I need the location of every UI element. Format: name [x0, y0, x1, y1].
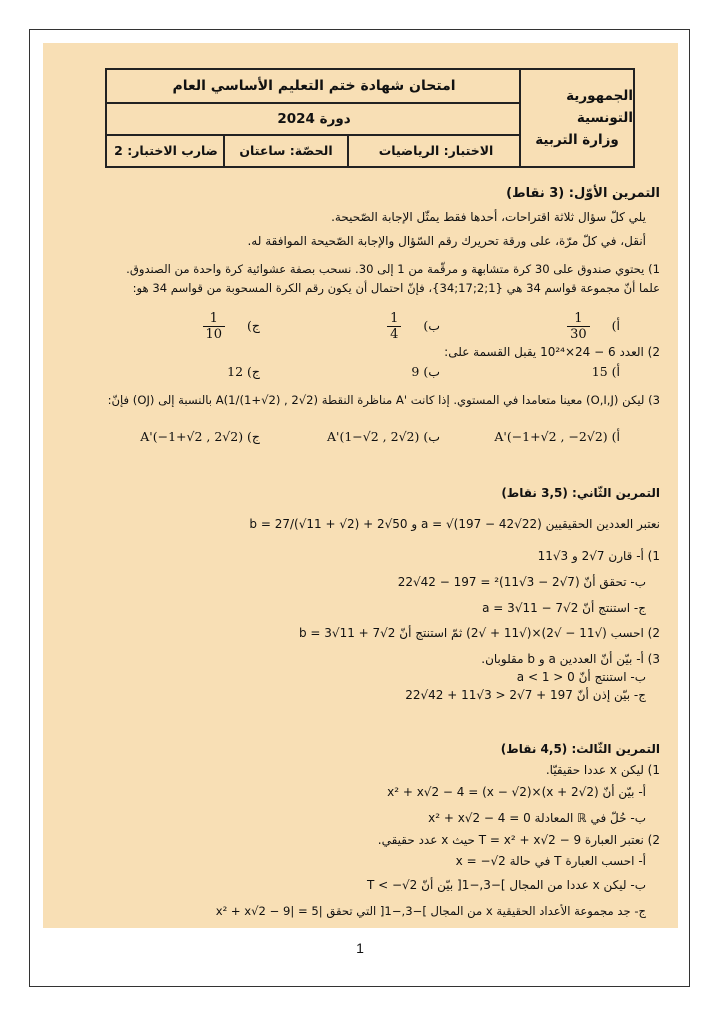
ex3-q2: 2) نعتبر العبارة T = x² + x√2 − 9 حيث x عدد حقيقي.: [377, 833, 660, 847]
ex3-q1b: ب- حُلّ في ℝ المعادلة x² + x√2 − 4 = 0: [428, 811, 646, 825]
ex1-intro-2: أنقل، في كلّ مرّة، على ورقة تحريرك رقم السّؤال والإجابة الصّحيحة الموافقة له.: [247, 234, 646, 248]
option-a-denominator: 30: [570, 327, 587, 342]
ex1-q3-text: 3) ليكن (O,I,J) معينا متعامدا في المستوي. إذا كانت 'A مناظرة النقطة A(1/(1+√2) , 2√2) بالنسبة إلى (OJ) فإنّ:: [107, 393, 660, 407]
ex1-q3-option-c: ج) A'(−1+√2 , 2√2): [140, 429, 260, 444]
exercise-3-title: التمرين الثّالث: (4,5 نقاط): [500, 742, 660, 756]
ex2-q3a: 3) أ- بيّن أنّ العددين a و b مقلوبان.: [481, 652, 660, 666]
exercise-2-title: التمرين الثّاني: (3,5 نقاط): [501, 486, 660, 500]
ex1-q2-line: 2) العدد 6 − 24×10²⁴ يقبل القسمة على:: [444, 345, 660, 359]
exam-header: [105, 68, 635, 168]
option-b-denominator: 4: [390, 327, 399, 342]
republic-label: الجمهورية التونسية: [566, 88, 633, 126]
ex1-intro-1: يلي كلّ سؤال ثلاثة اقتراحات، أحدها فقط يمثّل الإجابة الصّحيحة.: [331, 210, 646, 224]
ex1-q3-options: [60, 429, 660, 459]
option-b-label: ب): [423, 318, 440, 333]
ex2-intro: نعتبر العددين الحقيقيين a = √(197 − 42√22) و b = 27/(√11 + √2) + 2√50: [249, 517, 660, 531]
ex2-q1a: 1) أ- قارن 7√2 و 3√11: [537, 549, 660, 563]
option-a-fraction: [567, 311, 590, 342]
ex2-q3b: ب- استنتج أنّ 0 < a < 1: [516, 670, 646, 684]
ex3-q2c: ج- جد مجموعة الأعداد الحقيقية x من المجال ]−3,−1[ التي تحقق |x² + x√2 − 9| = 5: [215, 904, 646, 918]
ex1-q3-option-a: أ) A'(−1+√2 , −2√2): [494, 429, 620, 444]
exam-paper: [43, 43, 678, 928]
page-number: 1: [356, 940, 364, 956]
ex2-q1b: ب- تحقق أنّ (7√2 − 3√11)² = 197 − 42√22: [397, 575, 646, 589]
ex3-q2b: ب- ليكن x عددا من المجال ]−3,−1[ بيّن أنّ T < −√2: [366, 878, 646, 892]
option-b-numerator: 1: [387, 311, 401, 327]
ministry-label: وزارة التربية: [535, 132, 619, 148]
ex1-q2-options: [60, 364, 660, 394]
ex3-q1: 1) ليكن x عددا حقيقيّا.: [545, 763, 660, 777]
exam-title: امتحان شهادة ختم التعليم الأساسي العام: [107, 70, 521, 104]
duration-label: الحصّة: ساعتان: [223, 136, 349, 166]
ex1-q1-option-b: [387, 311, 440, 342]
exam-info-box: [107, 70, 521, 166]
ex1-q1-line1: 1) يحتوي صندوق على 30 كرة متشابهة و مرقّمة من 1 إلى 30. نسحب بصفة عشوائية كرة واحدة من الصندوق.: [126, 262, 660, 276]
ex3-q1a: أ- بيّن أنّ x² + x√2 − 4 = (x − √2)×(x + 2√2): [387, 785, 646, 799]
ex1-q1-option-c: [203, 311, 260, 342]
option-b-fraction: [387, 311, 401, 342]
ex1-q3-option-b: ب) A'(1−√2 , 2√2): [327, 429, 440, 444]
option-a-numerator: 1: [567, 311, 590, 327]
ex1-q1-option-a: [567, 311, 620, 342]
ex1-q2-option-b: ب) 9: [411, 364, 440, 379]
exam-details-row: [107, 136, 521, 166]
ex3-q2a: أ- احسب العبارة T في حالة x = −√2: [455, 854, 646, 868]
ex2-q2: 2) احسب (√11 − √2)×(√11 + √2) ثمّ استنتج أنّ b = 3√11 + 7√2: [298, 626, 660, 640]
ex1-q1-options: [60, 311, 660, 347]
option-c-numerator: 1: [203, 311, 226, 327]
coefficient-label: ضارب الاختبار: 2: [114, 143, 218, 158]
subject-label: الاختبار: الرياضيات: [378, 143, 494, 158]
exercise-1-title: التمرين الأوّل: (3 نقاط): [506, 186, 660, 201]
option-a-label: أ): [611, 318, 620, 333]
option-c-label: ج): [247, 318, 260, 333]
ex1-q2-option-a: أ) 15: [591, 364, 620, 379]
institution-box: [519, 70, 633, 166]
ex2-q3c: ج- بيّن إذن أنّ 197 + 7√2 < 3√11 + 42√22: [405, 688, 646, 702]
ex1-q1-line2: علما أنّ مجموعة قواسم 34 هي {1;2;17;34}، فإنّ احتمال أن يكون رقم الكرة المسحوبة من قواسم 34 هو:: [132, 281, 660, 295]
option-c-fraction: [203, 311, 226, 342]
exam-session: دورة 2024: [107, 104, 521, 136]
option-c-denominator: 10: [205, 327, 223, 342]
ex2-q1c: ج- استنتج أنّ a = 3√11 − 7√2: [482, 601, 646, 615]
exercise-1: [60, 185, 660, 298]
ex1-q2-option-c: ج) 12: [227, 364, 260, 379]
